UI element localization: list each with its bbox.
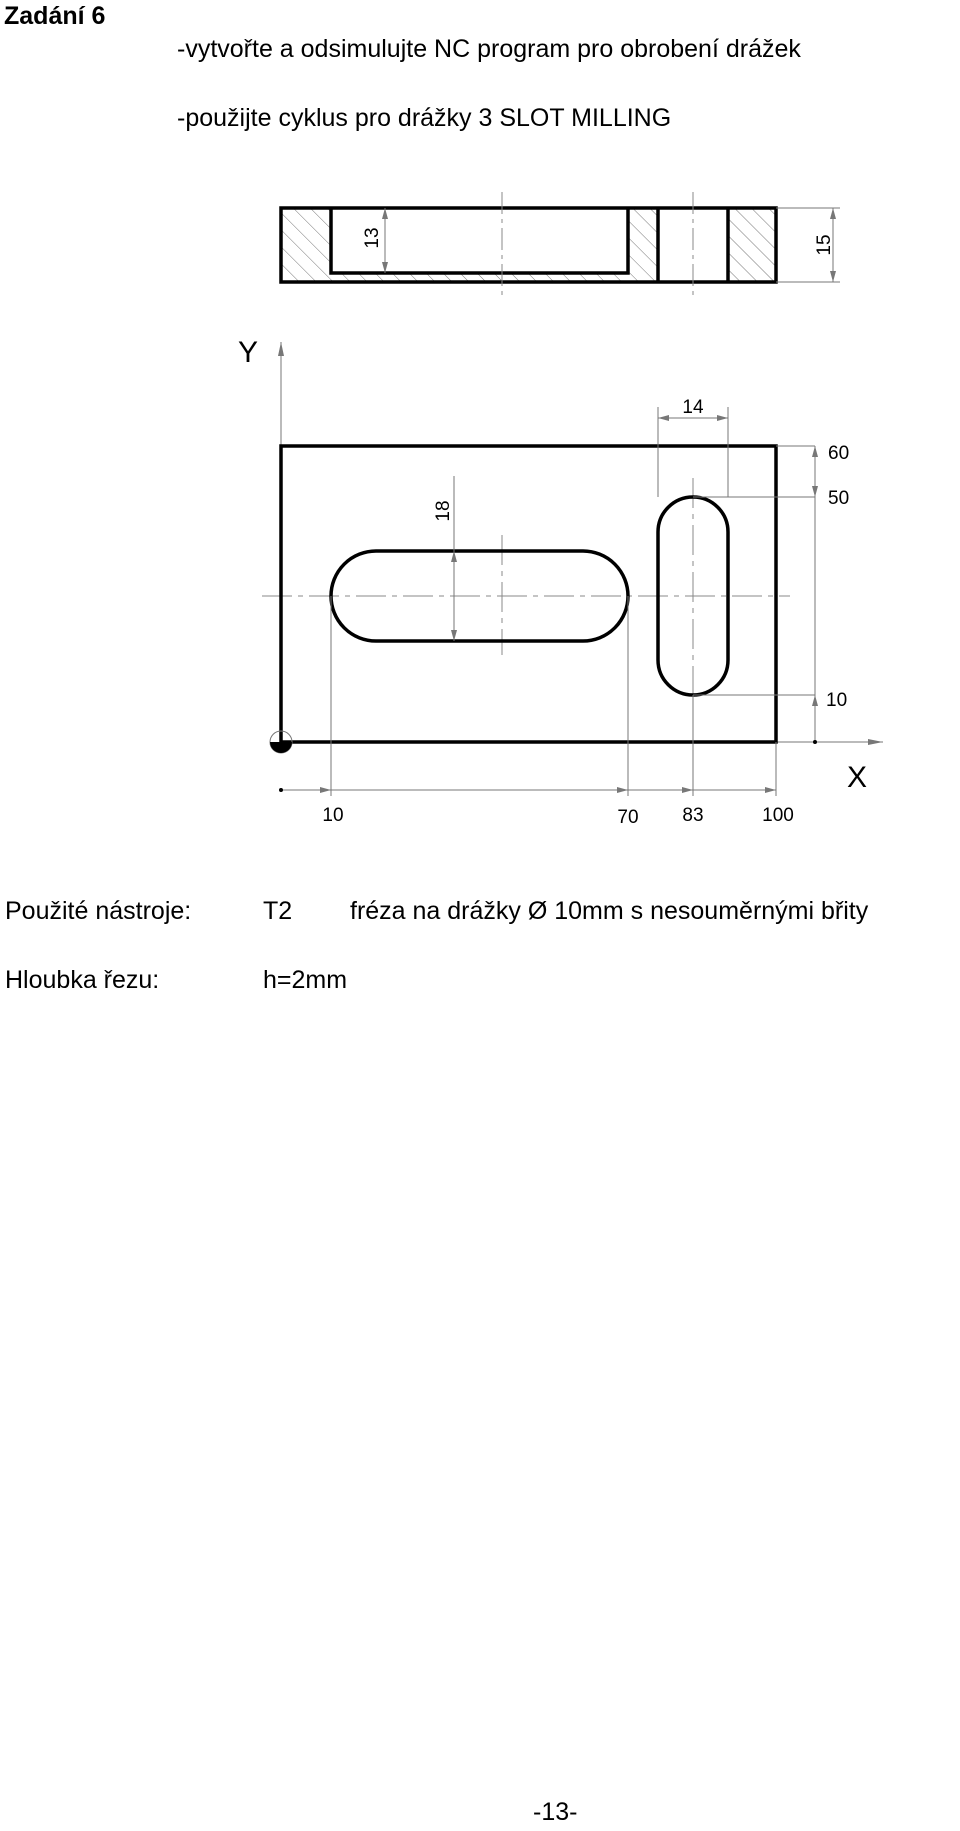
tools-label: Použité nástroje: [5, 897, 192, 925]
plate-outline [281, 446, 776, 742]
page-number: -13- [533, 1798, 578, 1826]
page-title: Zadání 6 [4, 2, 106, 30]
tools-description: fréza na drážky Ø 10mm s nesouměrnými břity [350, 897, 869, 925]
axis-x-label: X [847, 761, 868, 794]
dim-vertical-slot-width: 14 [682, 397, 704, 418]
instruction-line-1: -vytvořte a odsimulujte NC program pro obrobení drážek [177, 35, 801, 63]
dim-pocket-depth: 13 [362, 227, 383, 249]
dim-x-70: 70 [617, 807, 639, 828]
section-view [281, 192, 840, 298]
tools-code: T2 [263, 897, 293, 925]
dim-x-83: 83 [682, 805, 704, 826]
dim-horizontal-slot-width: 18 [433, 500, 454, 522]
dim-thickness: 15 [814, 234, 835, 256]
dim-y-10: 10 [826, 690, 848, 711]
dim-x-10: 10 [322, 805, 344, 826]
depth-label: Hloubka řezu: [5, 966, 160, 994]
dim-x-100: 100 [762, 805, 794, 826]
instruction-line-2: -použijte cyklus pro drážky 3 SLOT MILLING [177, 104, 672, 132]
plan-view [238, 336, 883, 828]
depth-value: h=2mm [263, 966, 348, 994]
dim-y-60: 60 [828, 443, 850, 464]
dim-y-50: 50 [828, 488, 850, 509]
axis-y-label: Y [238, 336, 259, 369]
